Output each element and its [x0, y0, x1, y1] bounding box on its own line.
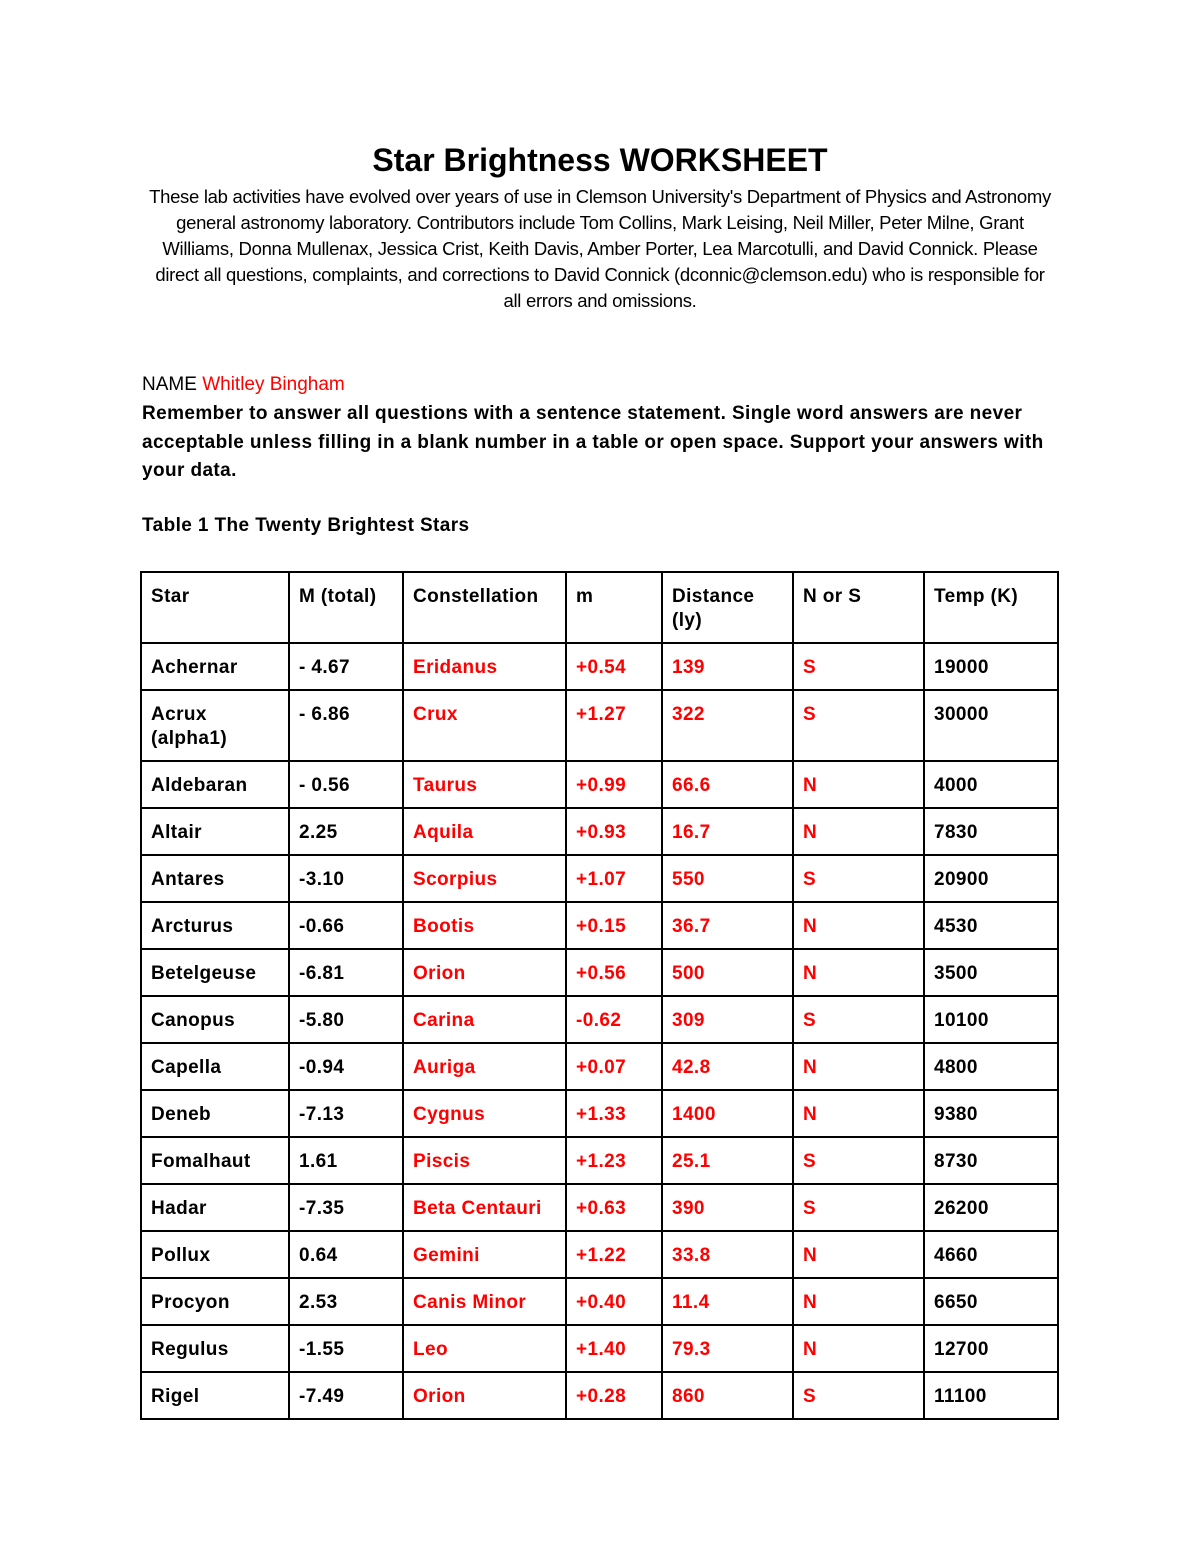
cell-constellation[interactable]: Gemini [403, 1231, 566, 1278]
cell-hemisphere[interactable]: S [793, 643, 924, 690]
name-label: NAME [142, 374, 197, 395]
cell-constellation[interactable]: Taurus [403, 761, 566, 808]
cell-apparent-magnitude[interactable]: +0.15 [566, 902, 662, 949]
cell-star: Rigel [141, 1372, 289, 1419]
cell-distance[interactable]: 500 [662, 949, 793, 996]
cell-hemisphere[interactable]: N [793, 761, 924, 808]
cell-temperature: 3500 [924, 949, 1058, 996]
cell-hemisphere[interactable]: N [793, 1278, 924, 1325]
name-line [142, 372, 345, 398]
cell-temperature: 7830 [924, 808, 1058, 855]
cell-constellation[interactable]: Carina [403, 996, 566, 1043]
cell-apparent-magnitude[interactable]: +0.40 [566, 1278, 662, 1325]
cell-temperature: 20900 [924, 855, 1058, 902]
cell-distance[interactable]: 79.3 [662, 1325, 793, 1372]
cell-apparent-magnitude[interactable]: -0.62 [566, 996, 662, 1043]
cell-constellation[interactable]: Cygnus [403, 1090, 566, 1137]
table-row [141, 1137, 1058, 1184]
cell-apparent-magnitude[interactable]: +1.23 [566, 1137, 662, 1184]
cell-hemisphere[interactable]: N [793, 1325, 924, 1372]
cell-temperature: 4000 [924, 761, 1058, 808]
cell-abs-magnitude: -7.35 [289, 1184, 403, 1231]
table-row [141, 949, 1058, 996]
cell-star: Canopus [141, 996, 289, 1043]
cell-distance[interactable]: 16.7 [662, 808, 793, 855]
cell-distance[interactable]: 66.6 [662, 761, 793, 808]
table-row [141, 643, 1058, 690]
cell-distance[interactable]: 1400 [662, 1090, 793, 1137]
cell-hemisphere[interactable]: N [793, 949, 924, 996]
cell-abs-magnitude: -5.80 [289, 996, 403, 1043]
cell-temperature: 8730 [924, 1137, 1058, 1184]
cell-constellation[interactable]: Eridanus [403, 643, 566, 690]
cell-constellation[interactable]: Leo [403, 1325, 566, 1372]
cell-star: Fomalhaut [141, 1137, 289, 1184]
cell-distance[interactable]: 139 [662, 643, 793, 690]
cell-temperature: 9380 [924, 1090, 1058, 1137]
cell-constellation[interactable]: Piscis [403, 1137, 566, 1184]
cell-abs-magnitude: 2.25 [289, 808, 403, 855]
table-header-row [141, 572, 1058, 643]
cell-abs-magnitude: -3.10 [289, 855, 403, 902]
cell-constellation[interactable]: Bootis [403, 902, 566, 949]
cell-temperature: 4530 [924, 902, 1058, 949]
instructions: Remember to answer all questions with a sentence statement. Single word answers are never acceptable unless filling in a blank number in a table or open space. Support your answers with your data. [142, 403, 1044, 481]
table-row [141, 902, 1058, 949]
cell-abs-magnitude: -7.13 [289, 1090, 403, 1137]
cell-star: Capella [141, 1043, 289, 1090]
cell-abs-magnitude: -0.66 [289, 902, 403, 949]
table-body [141, 643, 1058, 1419]
cell-apparent-magnitude[interactable]: +0.07 [566, 1043, 662, 1090]
cell-abs-magnitude: 1.61 [289, 1137, 403, 1184]
table-row [141, 761, 1058, 808]
cell-hemisphere[interactable]: S [793, 690, 924, 761]
cell-star: Achernar [141, 643, 289, 690]
cell-temperature: 19000 [924, 643, 1058, 690]
cell-hemisphere[interactable]: S [793, 1184, 924, 1231]
cell-hemisphere[interactable]: S [793, 1137, 924, 1184]
cell-apparent-magnitude[interactable]: +0.54 [566, 643, 662, 690]
cell-hemisphere[interactable]: S [793, 996, 924, 1043]
cell-abs-magnitude: -1.55 [289, 1325, 403, 1372]
cell-abs-magnitude: -7.49 [289, 1372, 403, 1419]
cell-distance[interactable]: 33.8 [662, 1231, 793, 1278]
header-abs-magnitude: M (total) [289, 572, 403, 643]
table-row [141, 1231, 1058, 1278]
table-row [141, 1184, 1058, 1231]
header-temperature: Temp (K) [924, 572, 1058, 643]
table-caption: Table 1 The Twenty Brightest Stars [142, 515, 470, 536]
cell-temperature: 10100 [924, 996, 1058, 1043]
name-value[interactable]: Whitley Bingham [202, 374, 345, 395]
cell-apparent-magnitude[interactable]: +0.28 [566, 1372, 662, 1419]
cell-apparent-magnitude[interactable]: +1.40 [566, 1325, 662, 1372]
cell-temperature: 26200 [924, 1184, 1058, 1231]
table-row [141, 1090, 1058, 1137]
header-apparent-magnitude: m [566, 572, 662, 643]
cell-constellation[interactable]: Auriga [403, 1043, 566, 1090]
cell-star: Procyon [141, 1278, 289, 1325]
cell-distance[interactable]: 550 [662, 855, 793, 902]
cell-abs-magnitude: - 4.67 [289, 643, 403, 690]
cell-distance[interactable]: 860 [662, 1372, 793, 1419]
cell-apparent-magnitude[interactable]: +0.93 [566, 808, 662, 855]
table-row [141, 1043, 1058, 1090]
cell-abs-magnitude: - 6.86 [289, 690, 403, 761]
cell-distance[interactable]: 322 [662, 690, 793, 761]
table-row [141, 1372, 1058, 1419]
cell-hemisphere[interactable]: N [793, 902, 924, 949]
table-row [141, 1325, 1058, 1372]
cell-constellation[interactable]: Orion [403, 949, 566, 996]
cell-star: Regulus [141, 1325, 289, 1372]
cell-star: Acrux (alpha1) [141, 690, 289, 761]
cell-abs-magnitude: - 0.56 [289, 761, 403, 808]
cell-constellation[interactable]: Canis Minor [403, 1278, 566, 1325]
table-row [141, 808, 1058, 855]
cell-constellation[interactable]: Crux [403, 690, 566, 761]
header-star: Star [141, 572, 289, 643]
cell-distance[interactable]: 390 [662, 1184, 793, 1231]
cell-temperature: 4800 [924, 1043, 1058, 1090]
cell-star: Betelgeuse [141, 949, 289, 996]
cell-hemisphere[interactable]: N [793, 808, 924, 855]
cell-temperature: 12700 [924, 1325, 1058, 1372]
cell-constellation[interactable]: Aquila [403, 808, 566, 855]
cell-apparent-magnitude[interactable]: +0.99 [566, 761, 662, 808]
cell-apparent-magnitude[interactable]: +1.33 [566, 1090, 662, 1137]
cell-hemisphere[interactable]: S [793, 1372, 924, 1419]
cell-star: Altair [141, 808, 289, 855]
cell-distance[interactable]: 11.4 [662, 1278, 793, 1325]
header-distance: Distance (ly) [662, 572, 793, 643]
header-constellation: Constellation [403, 572, 566, 643]
cell-abs-magnitude: 2.53 [289, 1278, 403, 1325]
cell-hemisphere[interactable]: S [793, 855, 924, 902]
cell-distance[interactable]: 309 [662, 996, 793, 1043]
cell-temperature: 4660 [924, 1231, 1058, 1278]
cell-abs-magnitude: 0.64 [289, 1231, 403, 1278]
cell-distance[interactable]: 25.1 [662, 1137, 793, 1184]
cell-constellation[interactable]: Orion [403, 1372, 566, 1419]
cell-hemisphere[interactable]: N [793, 1231, 924, 1278]
cell-temperature: 11100 [924, 1372, 1058, 1419]
cell-abs-magnitude: -6.81 [289, 949, 403, 996]
cell-star: Deneb [141, 1090, 289, 1137]
cell-hemisphere[interactable]: N [793, 1090, 924, 1137]
cell-distance[interactable]: 36.7 [662, 902, 793, 949]
cell-star: Pollux [141, 1231, 289, 1278]
cell-apparent-magnitude[interactable]: +0.63 [566, 1184, 662, 1231]
cell-constellation[interactable]: Scorpius [403, 855, 566, 902]
cell-star: Antares [141, 855, 289, 902]
header-hemisphere: N or S [793, 572, 924, 643]
table-row [141, 1278, 1058, 1325]
cell-apparent-magnitude[interactable]: +1.22 [566, 1231, 662, 1278]
table-row [141, 996, 1058, 1043]
cell-star: Arcturus [141, 902, 289, 949]
intro-paragraph: These lab activities have evolved over years of use in Clemson University's Department of Physics and Astronomy general astronomy laboratory. Contributors include Tom Collins, Mark Leising, Neil Miller, Peter Milne, Grant Williams, Donna Mullenax, Jessica Crist, Keith Davis, Amber Porter, Lea Marcotulli, and David Connick. Please direct all questions, complaints, and corrections to David Connick (dconnic@clemson.edu) who is responsible for all errors and omissions. [149, 186, 1051, 311]
cell-star: Hadar [141, 1184, 289, 1231]
table-row [141, 690, 1058, 761]
cell-abs-magnitude: -0.94 [289, 1043, 403, 1090]
page-title: Star Brightness WORKSHEET [372, 142, 828, 178]
cell-apparent-magnitude[interactable]: +1.27 [566, 690, 662, 761]
cell-apparent-magnitude[interactable]: +1.07 [566, 855, 662, 902]
cell-temperature: 30000 [924, 690, 1058, 761]
brightest-stars-table [140, 571, 1059, 1420]
cell-hemisphere[interactable]: N [793, 1043, 924, 1090]
cell-distance[interactable]: 42.8 [662, 1043, 793, 1090]
cell-apparent-magnitude[interactable]: +0.56 [566, 949, 662, 996]
cell-star: Aldebaran [141, 761, 289, 808]
table-row [141, 855, 1058, 902]
cell-temperature: 6650 [924, 1278, 1058, 1325]
cell-constellation[interactable]: Beta Centauri [403, 1184, 566, 1231]
